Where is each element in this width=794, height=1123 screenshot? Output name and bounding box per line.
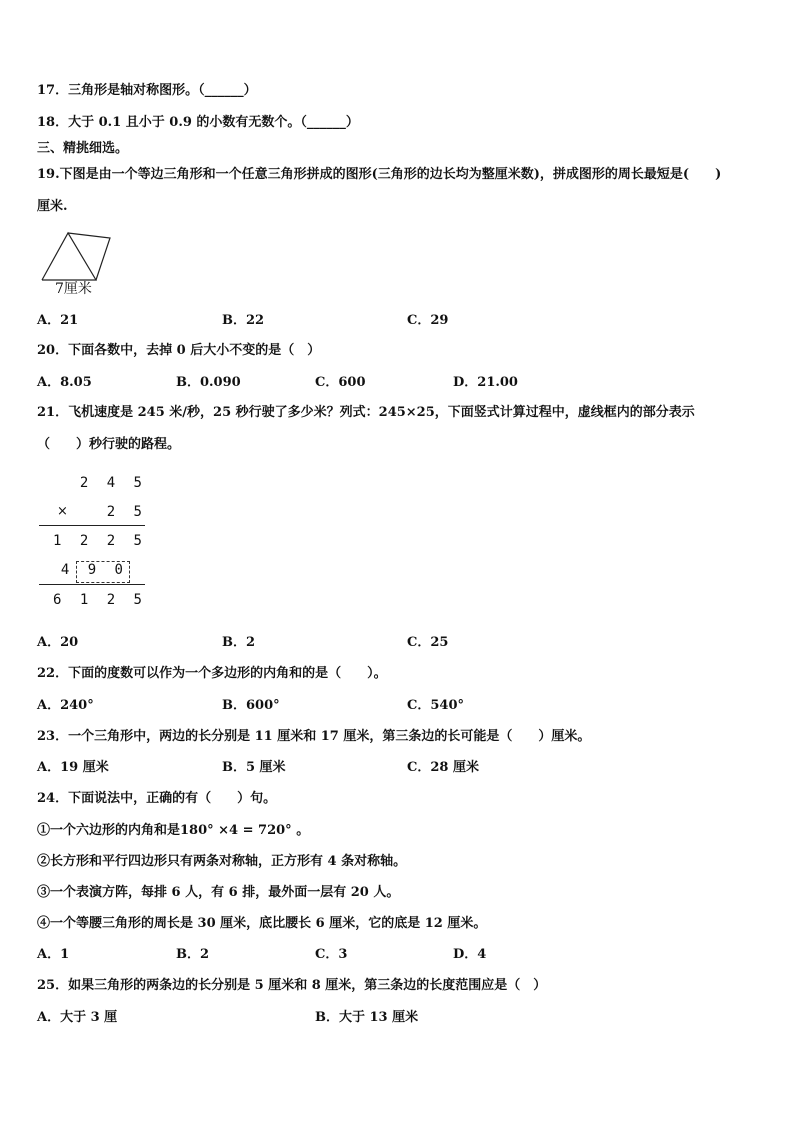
q19-option-b: B．22: [222, 313, 265, 328]
statement-2: ②长方形和平行四边形只有两条对称轴，正方形有 4 条对称轴。: [37, 854, 407, 869]
q20-option-c: C．600: [315, 375, 366, 390]
q19-option-a: A．21: [37, 313, 79, 328]
q21-option-c: C．25: [407, 635, 449, 650]
calc-row-3: 1 2 2 5: [52, 533, 147, 549]
calc-row-2: 2 5: [106, 504, 147, 520]
statement-3: ③一个表演方阵，每排 6 人，有 6 排，最外面一层有 20 人。: [37, 885, 400, 900]
question-24: 24．下面说法中，正确的有（ ）句。: [37, 791, 277, 806]
question-19-cont: 厘米.: [37, 199, 68, 214]
question-18: 18．大于 0.1 且小于 0.9 的小数有无数个。（______）: [37, 115, 359, 130]
question-23: 23．一个三角形中，两边的长分别是 11 厘米和 17 厘米，第三条边的长可能是（ ）厘米。: [37, 729, 591, 744]
question-25: 25．如果三角形的两条边的长分别是 5 厘米和 8 厘米，第三条边的长度范围应是（ ）: [37, 978, 547, 993]
q23-option-c: C．28 厘米: [407, 760, 479, 775]
q24-option-c: C．3: [315, 947, 348, 962]
q20-option-b: B．0.090: [176, 375, 241, 390]
q22-option-c: C．540°: [407, 698, 464, 713]
question-22: 22．下面的度数可以作为一个多边形的内角和的是（ ）。: [37, 666, 387, 681]
statement-4: ④一个等腰三角形的周长是 30 厘米，底比腰长 6 厘米，它的底是 12 厘米。: [37, 916, 487, 931]
q20-option-d: D．21.00: [453, 375, 518, 390]
calc-row-4: 4 9 0: [60, 562, 128, 578]
question-19: 19.下图是由一个等边三角形和一个任意三角形拼成的图形(三角形的边长均为整厘米数)，拼成图形的周长最短是( ): [37, 167, 722, 182]
q24-option-a: A．1: [37, 947, 70, 962]
question-17: 17．三角形是轴对称图形。（______）: [37, 83, 257, 98]
q25-option-b: B．大于 13 厘米: [315, 1010, 419, 1025]
q24-option-b: B．2: [176, 947, 210, 962]
q22-option-b: B．600°: [222, 698, 280, 713]
q22-option-a: A．240°: [37, 698, 94, 713]
question-20: 20．下面各数中，去掉 0 后大小不变的是（ ）: [37, 343, 321, 358]
calc-row-5: 6 1 2 5: [52, 592, 147, 608]
calc-rule-1: [39, 525, 145, 526]
q21-option-b: B．2: [222, 635, 256, 650]
times-sign: ×: [57, 504, 68, 519]
statement-1: ①一个六边形的内角和是180° ×4 = 720° 。: [37, 823, 310, 838]
question-21: 21．飞机速度是 245 米/秒，25 秒行驶了多少米？列式：245×25，下面竖式计算过程中，虚线框内的部分表示: [37, 405, 695, 420]
q23-option-a: A．19 厘米: [37, 760, 109, 775]
section-heading: 三、精挑细选。: [37, 141, 129, 156]
q23-option-b: B．5 厘米: [222, 760, 286, 775]
q21-option-a: A．20: [37, 635, 79, 650]
q19-option-c: C．29: [407, 313, 449, 328]
q24-option-d: D．4: [453, 947, 487, 962]
question-21-cont: （ ）秒行驶的路程。: [37, 437, 181, 452]
q25-option-a: A．大于 3 厘: [37, 1010, 118, 1025]
figure-label: 7厘米: [55, 281, 92, 297]
q20-option-a: A．8.05: [37, 375, 92, 390]
calc-rule-2: [39, 584, 145, 585]
calc-row-1: 2 4 5: [79, 475, 147, 491]
vertical-multiplication: [37, 470, 157, 620]
